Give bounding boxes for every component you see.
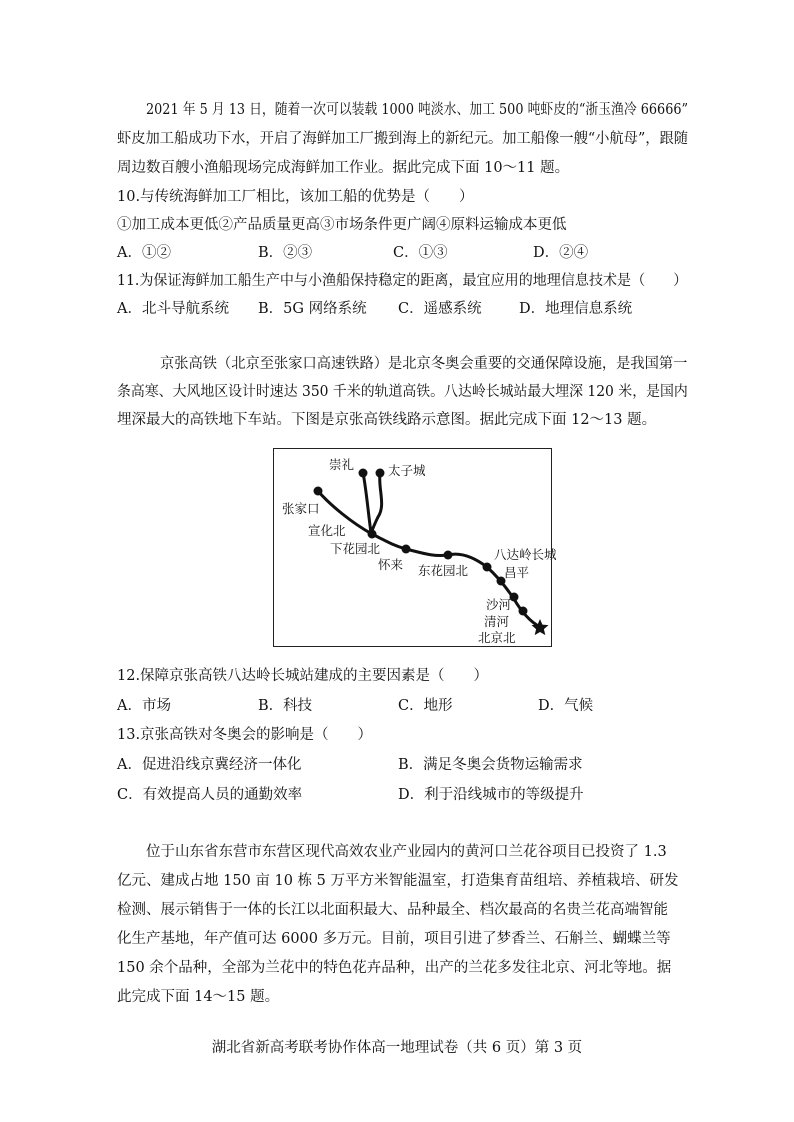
railway-map [273,448,557,647]
passage3-line-2: 亿元、建成占地 150 亩 10 栋 5 万平方米智能温室，打造集育苗组培、养植栽培、研发 [117,873,679,889]
station-label-xuanhuabei: 宣化北 [308,523,346,538]
passage3-line-3: 检测、展示销售于一体的长江以北面积最大、品种最全、档次最高的名贵兰花高端智能 [117,902,668,918]
q12-option-d: D．气候 [538,698,594,714]
passage3-line-1: 位于山东省东营市东营区现代高效农业产业园内的黄河口兰花谷项目已投资了 1.3 [146,844,667,860]
station-label-huailai: 怀来 [378,557,404,572]
q11-option-c: C．遥感系统 [398,301,482,317]
q13-option-d: D．利于沿线城市的等级提升 [398,787,584,803]
q12-option-b: B．科技 [258,698,313,714]
q10-option-c: C．①③ [393,245,448,261]
q10-statements: ①加工成本更低②产品质量更高③市场条件更广阔④原料运输成本更低 [117,217,567,233]
q13-option-c: C．有效提高人员的通勤效率 [117,787,303,803]
q10-option-b: B．②③ [258,245,313,261]
station-dot-qinghe [519,607,528,616]
q11-option-b: B．5G 网络系统 [258,301,367,317]
q12-option-c: C．地形 [398,698,453,714]
q13-stem: 13.京张高铁对冬奥会的影响是（ ） [117,727,373,743]
passage3-line-4: 化生产基地，年产值可达 6000 多万元。目前，项目引进了梦香兰、石斛兰、蝴蝶兰等 [117,931,671,947]
passage1-line-1: 2021 年 5 月 13 日，随着一次可以装载 1000 吨淡水、加工 500 吨虾皮的“浙玉渔冷 66666” [146,102,689,118]
passage1-line-2: 虾皮加工船成功下水，开启了海鲜加工厂搬到海上的新纪元。加工船像一艘“小航母”，跟随 [117,131,689,147]
q10-option-a: A．①② [117,245,171,261]
passage3-line-5: 150 余个品种，全部为兰花中的特色花卉品种，出产的兰花多发往北京、河北等地。据 [117,960,672,976]
station-dot-donghuayuanbei [444,551,453,560]
q11-option-d: D．地理信息系统 [519,301,633,317]
railway-line-branch [363,473,382,533]
passage1-line-3: 周边数百艘小渔船现场完成海鲜加工作业。据此完成下面 10～11 题。 [117,160,570,176]
q13-option-b: B．满足冬奥会货物运输需求 [398,757,583,773]
station-label-beijingbei: 北京北 [478,630,516,645]
passage2-line-3: 埋深最大的高铁地下车站。下图是京张高铁线路示意图。据此完成下面 12～13 题。 [117,412,657,428]
station-label-zhangjiakou: 张家口 [282,501,320,516]
q10-option-d: D．②④ [533,245,589,261]
q13-option-a: A．促进沿线京冀经济一体化 [117,757,302,773]
station-dot-zhangjiakou [314,487,323,496]
q12-stem: 12.保障京张高铁八达岭长城站建成的主要因素是（ ） [117,668,489,684]
station-dot-huailai [402,545,411,554]
q11-option-a: A．北斗导航系统 [117,301,229,317]
q12-option-a: A．市场 [117,698,171,714]
station-label-chongli: 崇礼 [329,457,355,472]
station-label-qinghe: 清河 [484,614,510,629]
page-footer: 湖北省新高考联考协作体高一地理试卷（共 6 页）第 3 页 [211,1040,583,1056]
station-dot-xuanhuabei [368,530,377,539]
station-label-changping: 昌平 [504,565,530,580]
station-dot-chongli [359,469,368,478]
station-label-xiahuayuanbei: 下花园北 [330,541,381,556]
passage2-line-1: 京张高铁（北京至张家口高速铁路）是北京冬奥会重要的交通保障设施，是我国第一 [160,356,688,372]
q11-stem: 11.为保证海鲜加工船生产中与小渔船保持稳定的距离，最宜应用的地理信息技术是（ ） [117,273,688,289]
station-label-shahe: 沙河 [486,597,512,612]
q10-stem: 10.与传统海鲜加工厂相比，该加工船的优势是（ ） [117,189,474,205]
railway-map-svg [274,449,557,645]
station-dot-badaling [483,563,492,572]
passage3-line-6: 此完成下面 14～15 题。 [117,989,280,1005]
station-label-taizicheng: 太子城 [388,463,426,478]
passage2-line-2: 条高寒、大风地区设计时速达 350 千米的轨道高铁。八达岭长城站最大埋深 120 米，是国内 [117,384,688,400]
station-dot-taizicheng [376,469,385,478]
station-label-badaling: 八达岭长城 [494,547,557,562]
station-label-donghuayuanbei: 东花园北 [418,563,469,578]
